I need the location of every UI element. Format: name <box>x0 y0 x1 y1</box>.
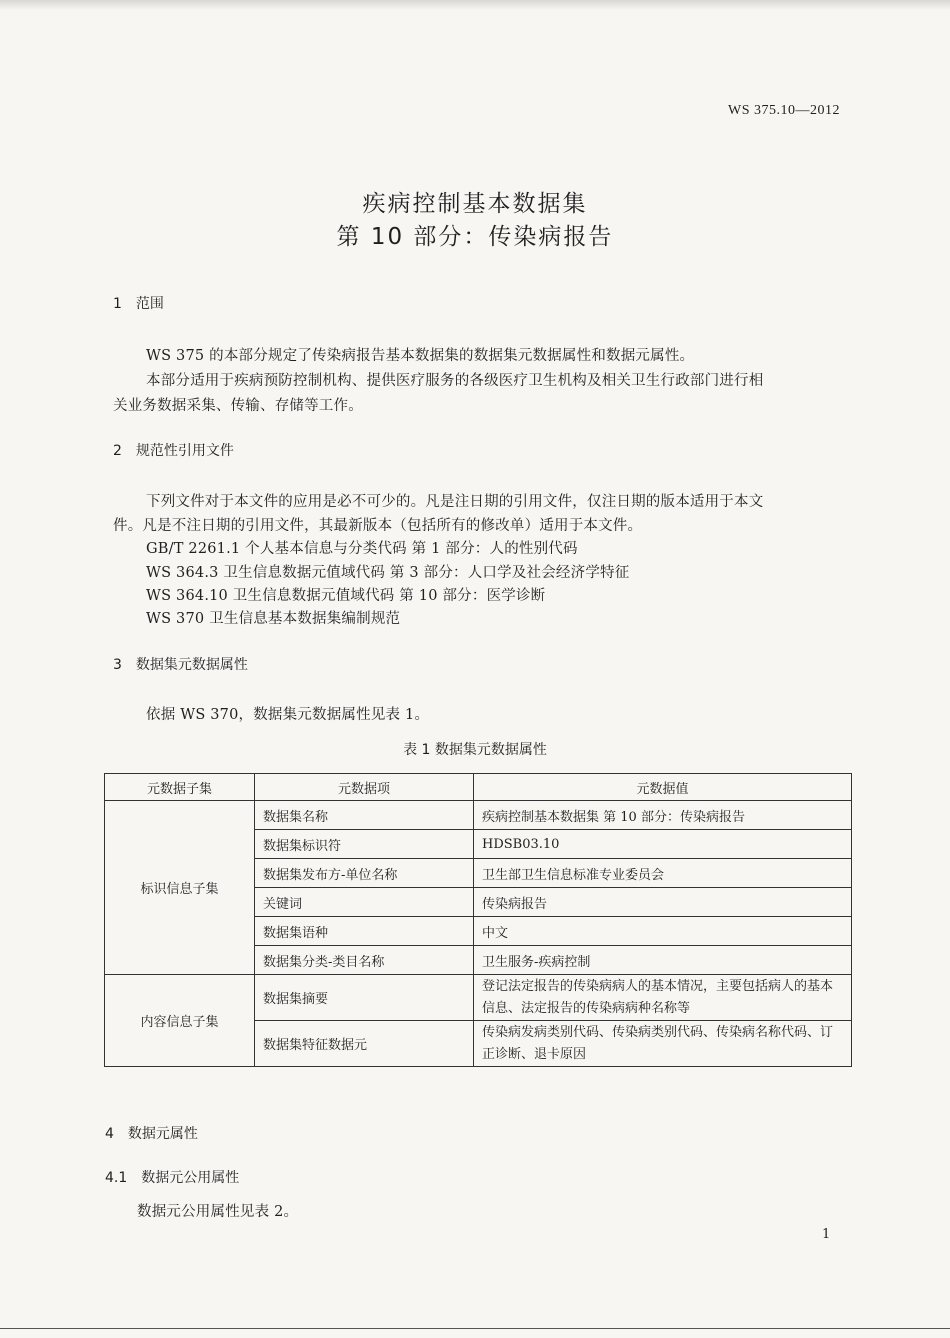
section-title: 规范性引用文件 <box>135 443 234 459</box>
table-caption: 表 1 数据集元数据属性 <box>403 742 547 758</box>
reference-item: WS 370 卫生信息基本数据集编制规范 <box>146 611 401 627</box>
paragraph: 依据 WS 370，数据集元数据属性见表 1。 <box>146 707 430 723</box>
section-title: 数据元属性 <box>127 1126 198 1142</box>
document-subtitle: 第 10 部分：传染病报告 <box>336 224 614 250</box>
document-title: 疾病控制基本数据集 <box>362 191 588 217</box>
item-cell: 数据集特征数据元 <box>255 1021 474 1067</box>
section-title: 数据元公用属性 <box>141 1170 240 1186</box>
section-4-heading <box>105 1123 198 1143</box>
section-number: 1 <box>113 296 122 312</box>
scan-bottom-line <box>0 1328 950 1329</box>
column-header: 元数据子集 <box>105 774 255 801</box>
subset-cell: 标识信息子集 <box>105 801 255 975</box>
section-1-heading <box>113 293 164 313</box>
reference-item: WS 364.10 卫生信息数据元值域代码 第 10 部分：医学诊断 <box>146 588 546 604</box>
paragraph: 件。凡是不注日期的引用文件，其最新版本（包括所有的修改单）适用于本文件。 <box>113 518 643 534</box>
paragraph: 下列文件对于本文件的应用是必不可少的。凡是注日期的引用文件，仅注日期的版本适用于本文 <box>146 494 764 510</box>
value-cell: 传染病报告 <box>474 888 852 917</box>
item-cell: 数据集摘要 <box>255 975 474 1021</box>
section-number: 3 <box>113 657 122 673</box>
metadata-table <box>104 773 852 1067</box>
item-cell: 数据集名称 <box>255 801 474 830</box>
column-header: 元数据项 <box>255 774 474 801</box>
section-3-heading <box>113 654 248 674</box>
column-header: 元数据值 <box>474 774 852 801</box>
reference-item: GB/T 2261.1 个人基本信息与分类代码 第 1 部分：人的性别代码 <box>146 541 578 557</box>
item-cell: 数据集分类-类目名称 <box>255 946 474 975</box>
table-row <box>105 975 852 1021</box>
paragraph: 关业务数据采集、传输、存储等工作。 <box>113 398 363 414</box>
section-title: 范围 <box>135 296 164 312</box>
table-row <box>105 801 852 830</box>
item-cell: 数据集语种 <box>255 917 474 946</box>
value-cell: 中文 <box>474 917 852 946</box>
value-cell: 疾病控制基本数据集 第 10 部分：传染病报告 <box>474 801 852 830</box>
reference-item: WS 364.3 卫生信息数据元值域代码 第 3 部分：人口学及社会经济学特征 <box>146 565 630 581</box>
section-number: 4.1 <box>105 1170 128 1186</box>
value-cell: 卫生服务-疾病控制 <box>474 946 852 975</box>
value-cell: 传染病发病类别代码、传染病类别代码、传染病名称代码、订正诊断、退卡原因 <box>474 1021 852 1067</box>
paragraph: 本部分适用于疾病预防控制机构、提供医疗服务的各级医疗卫生机构及相关卫生行政部门进行相 <box>146 373 764 389</box>
page-number: 1 <box>822 1227 831 1242</box>
scan-top-edge <box>0 0 950 10</box>
paragraph: WS 375 的本部分规定了传染病报告基本数据集的数据集元数据属性和数据元属性。 <box>146 348 695 364</box>
item-cell: 数据集发布方-单位名称 <box>255 859 474 888</box>
table-header-row <box>105 774 852 801</box>
value-cell: HDSB03.10 <box>474 830 852 859</box>
item-cell: 数据集标识符 <box>255 830 474 859</box>
value-cell: 卫生部卫生信息标准专业委员会 <box>474 859 852 888</box>
section-title: 数据集元数据属性 <box>135 657 248 673</box>
standard-code: WS 375.10—2012 <box>728 103 840 118</box>
paragraph: 数据元公用属性见表 2。 <box>137 1204 299 1220</box>
value-cell: 登记法定报告的传染病病人的基本情况，主要包括病人的基本信息、法定报告的传染病病种名称等 <box>474 975 852 1021</box>
section-number: 4 <box>105 1126 114 1142</box>
item-cell: 关键词 <box>255 888 474 917</box>
subset-cell: 内容信息子集 <box>105 975 255 1067</box>
section-2-heading <box>113 440 234 460</box>
section-number: 2 <box>113 443 122 459</box>
section-4-1-heading <box>105 1167 239 1187</box>
